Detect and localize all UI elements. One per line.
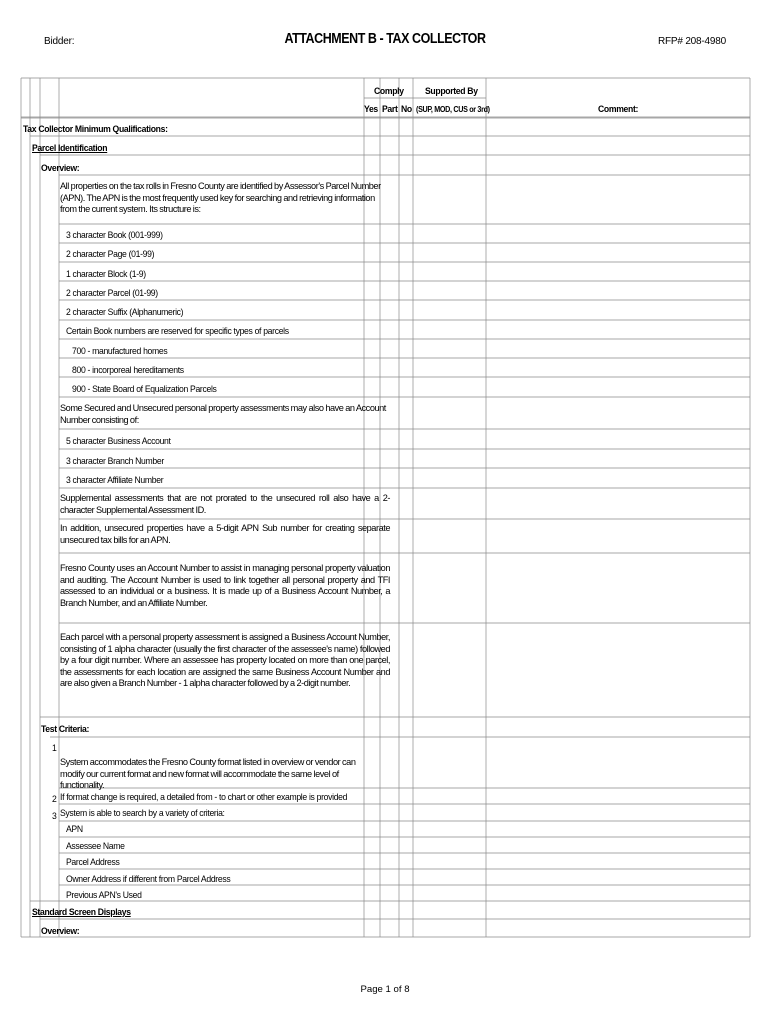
subsection-standard-screen-displays: Standard Screen Displays xyxy=(32,906,131,917)
subsection-parcel-identification: Parcel Identification xyxy=(32,142,108,153)
no-header: No xyxy=(401,103,412,114)
criteria-text: System accommodates the Fresno County format listed in overview or vendor can modify our current format and new format will accommodate the same level of functionality. xyxy=(60,757,356,790)
list-item: 2 character Parcel (01-99) xyxy=(66,287,158,298)
list-item: 3 character Book (001-999) xyxy=(66,229,163,240)
list-item: 2 character Suffix (Alphanumeric) xyxy=(66,306,184,317)
overview-heading: Overview: xyxy=(41,162,80,173)
paragraph-secured: Some Secured and Unsecured personal property assessments may also have an Account Number consisting of: xyxy=(60,403,386,425)
list-item: Assessee Name xyxy=(66,840,125,851)
list-item: Certain Book numbers are reserved for specific types of parcels xyxy=(66,325,289,336)
list-item: 3 character Branch Number xyxy=(66,455,164,466)
overview-heading: Overview: xyxy=(41,925,80,936)
bidder-label: Bidder: xyxy=(44,36,75,47)
page-title: ATTACHMENT B - TAX COLLECTOR xyxy=(284,31,486,47)
criteria-text: System is able to search by a variety of criteria: xyxy=(60,807,225,818)
section-tax-collector-min-qual: Tax Collector Minimum Qualifications: xyxy=(23,123,168,134)
list-item: APN xyxy=(66,823,83,834)
criteria-text: If format change is required, a detailed from - to chart or other example is provided xyxy=(60,791,348,802)
supported-by-subheader: (SUP, MOD, CUS or 3rd) xyxy=(416,105,490,114)
supported-by-header: Supported By xyxy=(425,85,478,96)
list-item: 700 - manufactured homes xyxy=(72,345,168,356)
list-item: Previous APN's Used xyxy=(66,889,142,900)
list-item: Parcel Address xyxy=(66,856,120,867)
criteria-number: 1 xyxy=(52,742,57,753)
list-item: 2 character Page (01-99) xyxy=(66,248,155,259)
criteria-number: 2 xyxy=(52,793,57,804)
paragraph-apn: All properties on the tax rolls in Fresno County are identified by Assessor's Parcel Number (APN). The APN is the most frequently used key for searching and retrieving information from the current system. Its structure is: xyxy=(60,181,381,214)
test-criteria-heading: Test Criteria: xyxy=(41,723,90,734)
list-item: 3 character Affiliate Number xyxy=(66,474,164,485)
comment-header: Comment: xyxy=(598,103,639,114)
part-header: Part xyxy=(382,103,398,114)
list-item: 800 - incorporeal hereditaments xyxy=(72,364,184,375)
comply-header: Comply xyxy=(374,85,404,96)
paragraph-supplemental: Supplemental assessments that are not prorated to the unsecured roll also have a 2-character Supplemental Assessment ID. xyxy=(60,493,390,515)
paragraph-each-parcel: Each parcel with a personal property assessment is assigned a Business Account Number, consisting of 1 alpha character (usually the first character of the assessee's name) followed by a four digit number. Where an assessee has property located on more than one parcel, the assessments for each location are assigned the same Business Account Number and are also given a Branch Number - 1 alpha character followed by a 2-digit number. xyxy=(60,632,390,688)
yes-header: Yes xyxy=(364,103,378,114)
page-footer: Page 1 of 8 xyxy=(360,984,410,995)
criteria-number: 3 xyxy=(52,810,57,821)
list-item: Owner Address if different from Parcel Address xyxy=(66,873,231,884)
paragraph-account-number: Fresno County uses an Account Number to assist in managing personal property valuation and auditing. The Account Number is used to link together all personal property and TFI assessed to an individual or a business. It is made up of a Business Account Number, a Branch Number, and an Affiliate Number. xyxy=(60,563,390,608)
list-item: 900 - State Board of Equalization Parcels xyxy=(72,383,217,394)
paragraph-sub-number: In addition, unsecured properties have a 5-digit APN Sub number for creating separate unsecured tax bills for an APN. xyxy=(60,523,390,545)
list-item: 1 character Block (1-9) xyxy=(66,268,146,279)
rfp-number: RFP# 208-4980 xyxy=(657,36,726,47)
list-item: 5 character Business Account xyxy=(66,435,171,446)
